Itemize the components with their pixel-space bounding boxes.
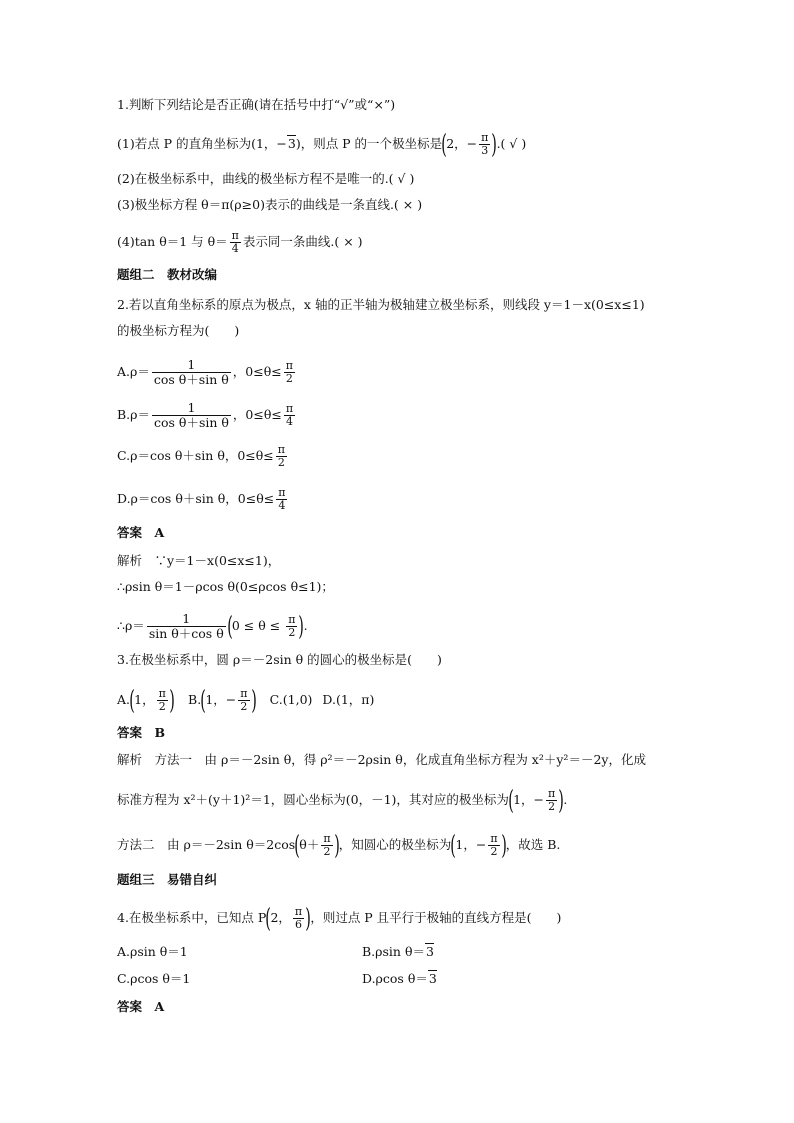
judgment-item-4: (4)tan θ＝1 与 θ＝ $\frac{\pi}{4}$ 表示同一条曲线.( × ): [117, 229, 363, 255]
problem3-solution-method1-line1: 解析 方法一 由 ρ＝－2sin θ，得 ρ²＝－2ρsin θ，化成直角坐标方程为 x²＋y²＝－2y，化成: [117, 752, 646, 767]
problem4-stem: 4.在极坐标系中，已知点 P(2， $\frac{\pi}{6}$ )，则过点 P 且平行于极轴的直线方程是( ): [117, 903, 562, 934]
problem3-solution-method2: 方法二 由 ρ＝－2sin θ＝2cos(θ＋ $\frac{\pi}{2}$ )，知圆心的极坐标为(1，− $\frac{\pi}{2}$ )，故选 B.: [117, 830, 561, 861]
judgment-intro: 1.判断下列结论是否正确(请在括号中打“√”或“×”): [117, 97, 396, 112]
fraction: $\frac{\pi}{6}$: [294, 905, 303, 931]
fraction: $\frac{\pi}{2}$: [240, 687, 248, 713]
problem4-option-c: C.ρcos θ＝1: [117, 971, 191, 986]
fraction: $\frac{\pi}{2}$: [548, 787, 556, 813]
fraction: $\frac{\pi}{2}$: [490, 832, 498, 858]
problem2-answer: 答案 A: [117, 525, 165, 540]
problem3-stem: 3.在极坐标系中，圆 ρ＝－2sin θ 的圆心的极坐标是( ): [117, 652, 442, 667]
fraction: $\frac{\pi}{2}$: [158, 687, 166, 713]
problem3-solution-method1-line2: 标准方程为 x²＋(y＋1)²＝1，圆心坐标为(0，－1)，其对应的极坐标为(1，− $\frac{\pi}{2}$ ).: [117, 785, 568, 816]
problem3-answer: 答案 B: [117, 725, 166, 740]
problem4-option-a: A.ρsin θ＝1: [117, 944, 188, 959]
sqrt-3: 3: [287, 136, 296, 151]
problem4-option-d: D.ρcos θ＝3: [362, 971, 437, 986]
problem4-option-b: B.ρsin θ＝3: [362, 944, 434, 959]
problem2-option-d: D.ρ＝cos θ＋sin θ，0≤θ≤ $\frac{\pi}{4}$: [117, 486, 286, 512]
problem2-stem-line2: 的极坐标方程为( ): [117, 323, 240, 338]
fraction: $\frac{\pi}{4}$: [278, 486, 286, 512]
group-title-2: 题组二 教材改编: [117, 267, 218, 282]
problem2-option-b: B.ρ＝ $\frac{1}{\text{cos θ＋sin θ}}$ ，0≤θ≤ $\frac{\pi}{4}$: [117, 400, 294, 430]
problem2-solution-line1: 解析 ∵y＝1－x(0≤x≤1)，: [117, 553, 281, 568]
judgment-item-3: (3)极坐标方程 θ＝π(ρ≥0)表示的曲线是一条直线.( × ): [117, 197, 423, 212]
fraction: $\frac{\pi}{3}$: [481, 131, 489, 157]
judgment-item-1: (1)若点 P 的直角坐标为(1，−3)，则点 P 的一个极坐标是(2，− $\frac{\pi}{3}$ ).( √ ): [117, 129, 527, 160]
fraction: $\frac{\pi}{4}$: [231, 229, 239, 255]
problem2-stem-line1: 2.若以直角坐标系的原点为极点，x 轴的正半轴为极轴建立极坐标系，则线段 y＝1－x(0≤x≤1): [117, 297, 645, 312]
fraction: $\frac{1}{\text{sin θ＋cos θ}}$: [148, 611, 224, 641]
problem2-solution-line2: ∴ρsin θ＝1－ρcos θ(0≤ρcos θ≤1)；: [117, 579, 334, 594]
sqrt-3: 3: [428, 971, 437, 986]
fraction: $\frac{\pi}{2}$: [323, 832, 331, 858]
sqrt-3: 3: [425, 944, 434, 959]
fraction: $\frac{1}{\text{cos θ＋sin θ}}$: [153, 357, 229, 387]
fraction: $\frac{1}{\text{cos θ＋sin θ}}$: [154, 400, 229, 430]
problem2-option-c: C.ρ＝cos θ＋sin θ，0≤θ≤ $\frac{\pi}{2}$: [117, 443, 286, 469]
fraction: $\frac{\pi}{4}$: [285, 402, 294, 428]
problem3-options: A.(1， $\frac{\pi}{2}$ ) B.(1，− $\frac{\pi}{2}$ ) C.(1,0) D.(1，π): [117, 685, 375, 716]
group-title-3: 题组三 易错自纠: [117, 872, 218, 887]
fraction: $\frac{\pi}{2}$: [277, 443, 286, 469]
problem4-answer: 答案 A: [117, 999, 165, 1014]
problem2-option-a: A.ρ＝ $\frac{1}{\text{cos θ＋sin θ}}$ ，0≤θ≤ $\frac{\pi}{2}$: [117, 357, 293, 387]
problem2-solution-line3: ∴ρ＝ $\frac{1}{\text{sin θ＋cos θ}}$ (0 ≤ θ ≤ $\frac{\pi}{2}$ ).: [117, 611, 308, 642]
fraction: $\frac{\pi}{2}$: [285, 359, 293, 385]
fraction: $\frac{\pi}{2}$: [288, 613, 296, 639]
judgment-item-2: (2)在极坐标系中，曲线的极坐标方程不是唯一的.( √ ): [117, 171, 415, 186]
